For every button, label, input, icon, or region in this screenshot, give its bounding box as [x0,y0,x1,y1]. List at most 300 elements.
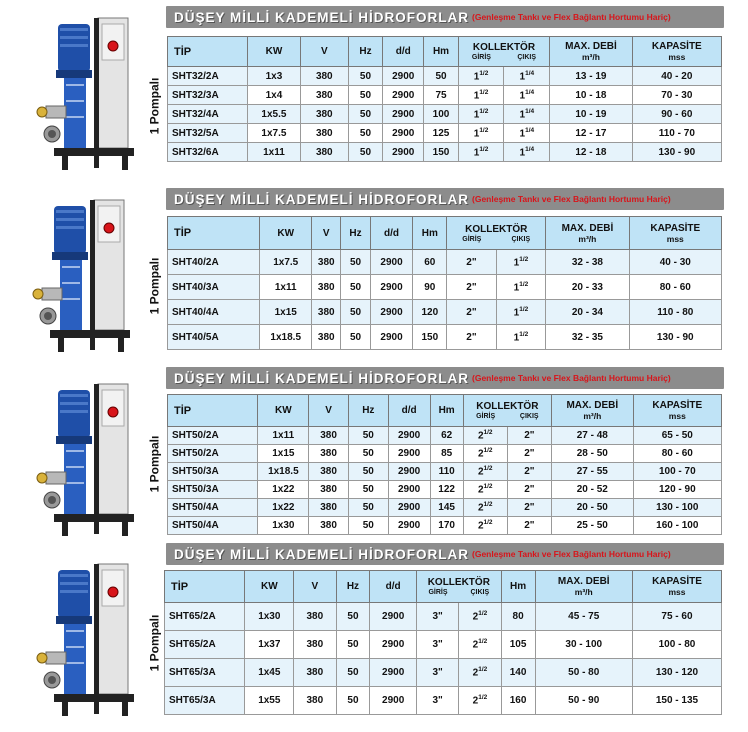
cell-hz: 50 [348,499,388,517]
header-hz: Hz [341,217,370,250]
cell-tip: SHT50/4A [168,517,258,535]
cell-dd: 2900 [370,275,413,300]
cell-hm: 125 [424,124,458,143]
cell-hm: 105 [501,631,535,659]
side-label: 1 Pompalı [147,257,161,315]
cell-kapasite: 75 - 60 [632,603,721,631]
cell-giris: 2" [447,325,497,350]
cell-kw: 1x11 [260,275,312,300]
cell-dd: 2900 [388,427,430,445]
cell-v: 380 [300,143,348,162]
cell-cikis: $1^{1/2}$ [496,250,546,275]
cell-v: 380 [300,86,348,105]
cell-debi: 50 - 80 [535,659,632,687]
cell-hm: 150 [413,325,447,350]
table-row [168,517,722,535]
cell-debi: 50 - 90 [535,687,632,715]
cell-v: 380 [300,124,348,143]
cell-giris: $1^{1/2}$ [458,86,504,105]
cell-tip: SHT32/5A [168,124,248,143]
header-kapasite-unit: mss [668,52,686,62]
cell-kw: 1x37 [245,631,294,659]
header-kapasite [629,217,721,250]
cell-tip: SHT32/2A [168,67,248,86]
header-tip: TİP [168,395,258,427]
cell-giris: $1^{1/2}$ [458,143,504,162]
cell-v: 380 [300,105,348,124]
cell-cikis: $1^{1/4}$ [504,143,550,162]
pump-image [26,560,136,725]
table-row [168,481,722,499]
cell-cikis: $1^{1/4}$ [504,67,550,86]
cell-giris: 2" [447,300,497,325]
cell-giris: $2^{1/2}$ [463,499,507,517]
cell-tip: SHT65/3A [165,659,245,687]
section-banner [166,6,724,28]
cell-v: 380 [309,517,349,535]
header-debi-label: MAX. DEBİ [561,222,614,234]
cell-hm: 170 [430,517,463,535]
cell-kapasite: 100 - 70 [633,463,721,481]
cell-giris: $2^{1/2}$ [463,427,507,445]
cell-tip: SHT32/3A [168,86,248,105]
cell-kw: 1x22 [258,499,309,517]
cell-tip: SHT40/3A [168,275,260,300]
header-kapasite-label: KAPASİTE [650,222,701,234]
cell-hz: 50 [348,463,388,481]
header-hm: Hm [413,217,447,250]
cell-hm: 145 [430,499,463,517]
cell-dd: 2900 [383,143,424,162]
header-kapasite [632,571,721,603]
cell-dd: 2900 [383,67,424,86]
cell-cikis: $1^{1/2}$ [496,275,546,300]
cell-giris: 3" [416,687,458,715]
header-kapasite-label: KAPASİTE [652,400,703,411]
header-cikis: ÇIKIŞ [470,589,490,596]
cell-dd: 2900 [370,687,417,715]
cell-cikis: $1^{1/4}$ [504,86,550,105]
cell-kw: 1x15 [260,300,312,325]
cell-debi: 20 - 34 [546,300,629,325]
cell-cikis: $1^{1/2}$ [496,300,546,325]
table-row [165,603,722,631]
cell-tip: SHT50/2A [168,445,258,463]
header-kw: KW [248,37,301,67]
pump-image [26,380,136,545]
header-giris: GİRİŞ [476,413,496,420]
cell-kapasite: 80 - 60 [633,445,721,463]
cell-giris: $1^{1/2}$ [458,67,504,86]
cell-kw: 1x7.5 [248,124,301,143]
cell-cikis: $2^{1/2}$ [459,631,501,659]
cell-v: 380 [294,631,336,659]
table-row [165,659,722,687]
cell-cikis: 2" [507,445,551,463]
header-v: V [312,217,341,250]
header-debi-unit: m³/h [574,587,593,597]
cell-kw: 1x3 [248,67,301,86]
header-kapasite-unit: mss [668,587,686,597]
header-kollektor [416,571,501,603]
header-dd: d/d [388,395,430,427]
cell-tip: SHT40/2A [168,250,260,275]
header-giris: GİRİŞ [471,54,491,61]
header-hm: Hm [430,395,463,427]
cell-kapasite: 130 - 90 [632,143,721,162]
cell-cikis: 2" [507,517,551,535]
cell-dd: 2900 [370,250,413,275]
cell-dd: 2900 [370,325,413,350]
cell-hm: 110 [430,463,463,481]
table-row [168,427,722,445]
cell-hz: 50 [348,67,382,86]
header-v: V [300,37,348,67]
cell-kw: 1x55 [245,687,294,715]
cell-hz: 50 [336,631,370,659]
header-hm: Hm [501,571,535,603]
header-debi-label: MAX. DEBİ [557,576,610,587]
cell-cikis: $2^{1/2}$ [459,603,501,631]
cell-cikis: 2" [507,481,551,499]
cell-giris: $1^{1/2}$ [458,105,504,124]
header-kapasite [633,395,721,427]
cell-hz: 50 [341,325,370,350]
cell-hz: 50 [336,659,370,687]
cell-tip: SHT65/2A [165,631,245,659]
cell-kw: 1x22 [258,481,309,499]
header-dd: d/d [383,37,424,67]
header-kapasite [632,37,721,67]
header-tip: TİP [168,37,248,67]
cell-cikis: $2^{1/2}$ [459,659,501,687]
cell-hz: 50 [341,250,370,275]
cell-debi: 10 - 19 [550,105,632,124]
banner-note: (Genleşme Tankı ve Flex Bağlantı Hortumu Hariç) [472,549,671,559]
cell-hz: 50 [348,143,382,162]
banner-title: DÜŞEY MİLLİ KADEMELİ HİDROFORLAR [174,191,469,207]
header-kapasite-label: KAPASİTE [652,576,702,587]
cell-v: 380 [312,250,341,275]
cell-giris: $2^{1/2}$ [463,481,507,499]
cell-kw: 1x18.5 [260,325,312,350]
cell-cikis: $1^{1/2}$ [496,325,546,350]
cell-hz: 50 [348,445,388,463]
banner-title: DÜŞEY MİLLİ KADEMELİ HİDROFORLAR [174,370,469,386]
cell-dd: 2900 [383,105,424,124]
table-row [165,687,722,715]
cell-debi: 10 - 18 [550,86,632,105]
cell-cikis: $1^{1/4}$ [504,105,550,124]
cell-hm: 62 [430,427,463,445]
cell-kw: 1x11 [258,427,309,445]
cell-debi: 30 - 100 [535,631,632,659]
cell-kapasite: 65 - 50 [633,427,721,445]
header-hm: Hm [424,37,458,67]
cell-debi: 20 - 33 [546,275,629,300]
cell-giris: 3" [416,631,458,659]
cell-debi: 45 - 75 [535,603,632,631]
cell-hz: 50 [348,124,382,143]
cell-debi: 12 - 18 [550,143,632,162]
header-debi-label: MAX. DEBİ [565,41,617,52]
cell-dd: 2900 [370,659,417,687]
header-debi [550,37,632,67]
cell-kapasite: 80 - 60 [629,275,721,300]
banner-note: (Genleşme Tankı ve Flex Bağlantı Hortumu Hariç) [472,12,671,22]
header-dd: d/d [370,217,413,250]
cell-v: 380 [309,427,349,445]
header-kapasite-unit: mss [668,411,686,421]
cell-hz: 50 [348,481,388,499]
section-banner [166,188,724,210]
header-cikis: ÇIKIŞ [511,235,531,243]
cell-hm: 140 [501,659,535,687]
header-kollektor [458,37,550,67]
cell-kapasite: 100 - 80 [632,631,721,659]
cell-kw: 1x30 [245,603,294,631]
cell-tip: SHT50/3A [168,481,258,499]
cell-dd: 2900 [383,86,424,105]
cell-kw: 1x15 [258,445,309,463]
header-kapasite-unit: mss [666,233,684,244]
cell-kapasite: 40 - 30 [629,250,721,275]
header-kollektor-label: KOLLEKTÖR [472,42,536,53]
cell-debi: 20 - 50 [551,499,633,517]
table-row [168,445,722,463]
table-row [168,250,722,275]
cell-hm: 120 [413,300,447,325]
header-kw: KW [258,395,309,427]
cell-hz: 50 [341,300,370,325]
cell-kapasite: 130 - 100 [633,499,721,517]
cell-hz: 50 [336,603,370,631]
cell-dd: 2900 [388,481,430,499]
cell-giris: 3" [416,659,458,687]
header-kollektor [463,395,551,427]
cell-kapasite: 110 - 80 [629,300,721,325]
header-debi [546,217,629,250]
cell-hz: 50 [336,687,370,715]
cell-tip: SHT65/3A [165,687,245,715]
cell-hm: 85 [430,445,463,463]
header-dd: d/d [370,571,417,603]
header-debi [535,571,632,603]
cell-giris: $1^{1/2}$ [458,124,504,143]
cell-debi: 28 - 50 [551,445,633,463]
cell-tip: SHT40/5A [168,325,260,350]
header-debi-unit: m³/h [581,52,600,62]
cell-kw: 1x11 [248,143,301,162]
cell-tip: SHT32/6A [168,143,248,162]
cell-kapasite: 70 - 30 [632,86,721,105]
cell-kapasite: 160 - 100 [633,517,721,535]
cell-v: 380 [309,445,349,463]
cell-cikis: 2" [507,463,551,481]
header-hz: Hz [348,395,388,427]
header-giris: GİRİŞ [428,589,448,596]
table-row [168,143,722,162]
header-debi-unit: m³/h [583,411,602,421]
banner-title: DÜŞEY MİLLİ KADEMELİ HİDROFORLAR [174,546,469,562]
cell-kapasite: 150 - 135 [632,687,721,715]
table-row [168,105,722,124]
cell-dd: 2900 [383,124,424,143]
header-kollektor-label: KOLLEKTÖR [465,223,528,235]
cell-hm: 80 [501,603,535,631]
cell-hz: 50 [348,427,388,445]
cell-debi: 13 - 19 [550,67,632,86]
cell-v: 380 [294,659,336,687]
spec-table [164,570,722,715]
header-debi [551,395,633,427]
cell-hm: 100 [424,105,458,124]
cell-giris: $2^{1/2}$ [463,517,507,535]
spec-table [167,394,722,535]
cell-cikis: $2^{1/2}$ [459,687,501,715]
cell-v: 380 [300,67,348,86]
cell-kw: 1x18.5 [258,463,309,481]
cell-v: 380 [309,499,349,517]
cell-tip: SHT65/2A [165,603,245,631]
cell-kapasite: 120 - 90 [633,481,721,499]
banner-note: (Genleşme Tankı ve Flex Bağlantı Hortumu Hariç) [472,373,671,383]
cell-cikis: $1^{1/4}$ [504,124,550,143]
cell-v: 380 [312,300,341,325]
cell-kapasite: 90 - 60 [632,105,721,124]
cell-kapasite: 40 - 20 [632,67,721,86]
header-hz: Hz [336,571,370,603]
cell-v: 380 [309,463,349,481]
cell-kapasite: 130 - 120 [632,659,721,687]
cell-dd: 2900 [370,631,417,659]
cell-giris: $2^{1/2}$ [463,463,507,481]
cell-dd: 2900 [388,517,430,535]
header-giris: GİRİŞ [462,235,482,243]
header-kollektor-sub [417,589,501,596]
header-kollektor-label: KOLLEKTÖR [427,577,490,588]
header-tip: TİP [168,217,260,250]
banner-title: DÜŞEY MİLLİ KADEMELİ HİDROFORLAR [174,9,469,25]
cell-v: 380 [294,687,336,715]
side-label: 1 Pompalı [147,614,161,671]
cell-hm: 150 [424,143,458,162]
table-row [165,631,722,659]
header-kapasite-label: KAPASİTE [651,41,702,52]
cell-dd: 2900 [370,300,413,325]
header-cikis: ÇIKIŞ [517,54,537,61]
cell-debi: 20 - 52 [551,481,633,499]
header-kw: KW [245,571,294,603]
table-row [168,463,722,481]
table-row [168,275,722,300]
table-row [168,67,722,86]
cell-debi: 32 - 35 [546,325,629,350]
cell-hz: 50 [341,275,370,300]
table-row [168,86,722,105]
pump-image [22,196,132,361]
header-kollektor [447,217,546,250]
table-row [168,124,722,143]
cell-giris: 2" [447,250,497,275]
header-tip: TİP [165,571,245,603]
header-v: V [309,395,349,427]
cell-v: 380 [309,481,349,499]
cell-giris: 2" [447,275,497,300]
cell-hm: 90 [413,275,447,300]
pump-image [26,14,136,179]
cell-hz: 50 [348,86,382,105]
cell-v: 380 [312,325,341,350]
header-kollektor-sub [464,413,551,420]
cell-debi: 12 - 17 [550,124,632,143]
spec-table [167,216,722,350]
cell-debi: 25 - 50 [551,517,633,535]
cell-tip: SHT50/4A [168,499,258,517]
cell-cikis: 2" [507,499,551,517]
cell-kw: 1x45 [245,659,294,687]
cell-kapasite: 130 - 90 [629,325,721,350]
cell-debi: 27 - 55 [551,463,633,481]
side-label: 1 Pompalı [147,435,161,493]
header-cikis: ÇIKIŞ [519,413,539,420]
cell-v: 380 [312,275,341,300]
header-kw: KW [260,217,312,250]
cell-hm: 75 [424,86,458,105]
banner-note: (Genleşme Tankı ve Flex Bağlantı Hortumu Hariç) [472,194,671,204]
cell-v: 380 [294,603,336,631]
section-banner [166,543,724,565]
cell-hz: 50 [348,105,382,124]
table-row [168,300,722,325]
table-row [168,499,722,517]
cell-kw: 1x5.5 [248,105,301,124]
header-debi-label: MAX. DEBİ [566,400,619,411]
cell-kw: 1x30 [258,517,309,535]
cell-dd: 2900 [370,603,417,631]
cell-hz: 50 [348,517,388,535]
cell-kw: 1x4 [248,86,301,105]
cell-tip: SHT32/4A [168,105,248,124]
cell-hm: 160 [501,687,535,715]
cell-cikis: 2" [507,427,551,445]
cell-dd: 2900 [388,463,430,481]
cell-tip: SHT40/4A [168,300,260,325]
cell-tip: SHT50/2A [168,427,258,445]
header-kollektor-sub [447,236,545,243]
cell-dd: 2900 [388,499,430,517]
header-kollektor-label: KOLLEKTÖR [476,401,539,412]
header-v: V [294,571,336,603]
cell-debi: 27 - 48 [551,427,633,445]
table-row [168,325,722,350]
cell-giris: $2^{1/2}$ [463,445,507,463]
cell-debi: 32 - 38 [546,250,629,275]
header-hz: Hz [348,37,382,67]
header-debi-unit: m³/h [578,233,597,244]
cell-hm: 60 [413,250,447,275]
cell-giris: 3" [416,603,458,631]
spec-table [167,36,722,162]
cell-hm: 50 [424,67,458,86]
cell-kw: 1x7.5 [260,250,312,275]
header-kollektor-sub [459,54,550,61]
cell-tip: SHT50/3A [168,463,258,481]
cell-dd: 2900 [388,445,430,463]
cell-hm: 122 [430,481,463,499]
cell-kapasite: 110 - 70 [632,124,721,143]
section-banner [166,367,724,389]
